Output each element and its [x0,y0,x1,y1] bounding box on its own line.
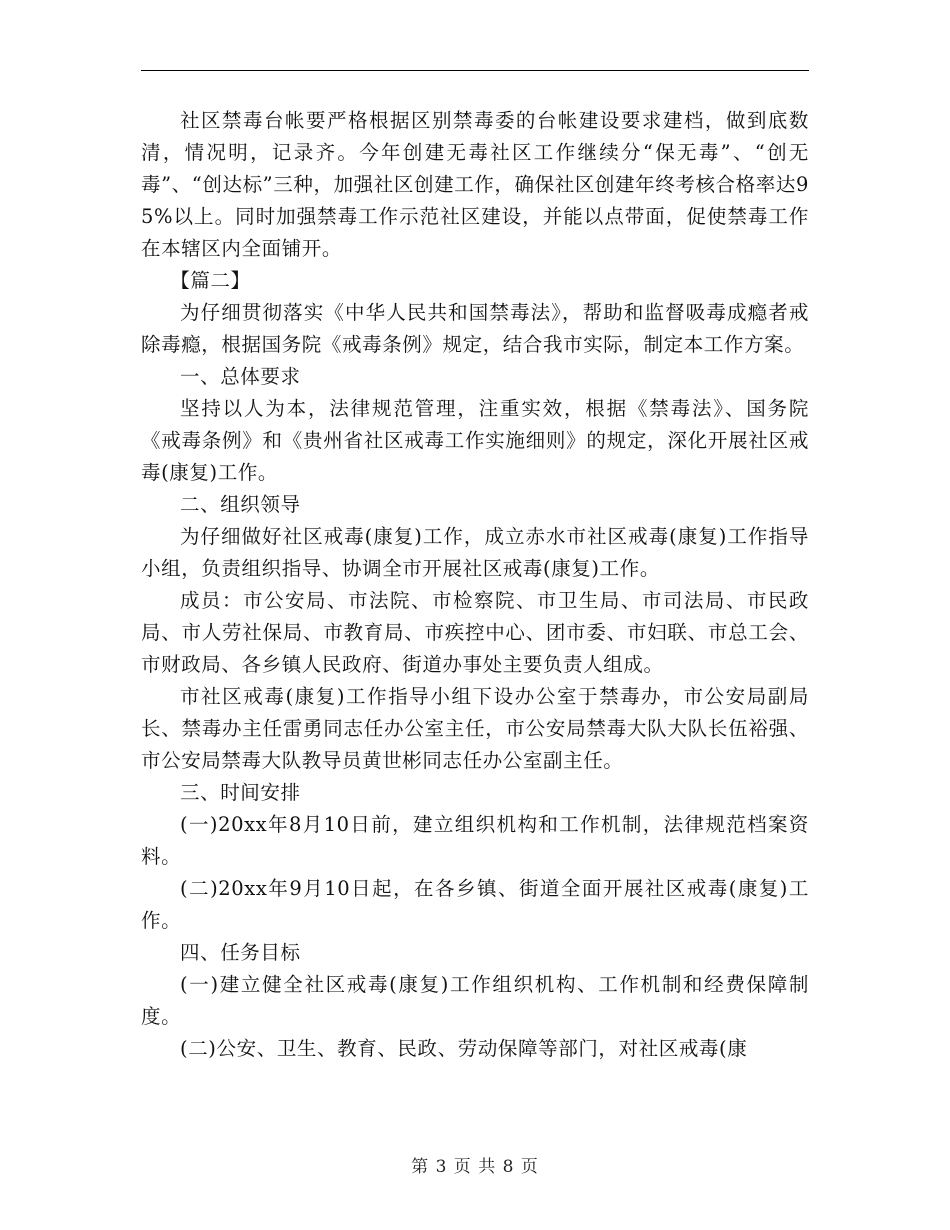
paragraph-overall-requirements: 坚持以人为本，法律规范管理，注重实效，根据《禁毒法》、国务院《戒毒条例》和《贵州省社区戒毒工作实施细则》的规定，深化开展社区戒毒(康复)工作。 [141,397,809,484]
section-heading-schedule: 三、时间安排 [180,781,301,804]
paragraph-ledger: 社区禁毒台帐要严格根据区别禁毒委的台帐建设要求建档，做到底数清，情况明，记录齐。今年创建无毒社区工作继续分“保无毒”、“创无毒”、“创达标”三种，加强社区创建工作，确保社区创建年终考核合格率达95%以上。同时加强禁毒工作示范社区建设，并能以点带面，促使禁毒工作在本辖区内全面铺开。 [141,109,809,260]
paragraph-members: 成员：市公安局、市法院、市检察院、市卫生局、市司法局、市民政局、市人劳社保局、市教育局、市疾控中心、团市委、市妇联、市总工会、市财政局、各乡镇人民政府、街道办事处主要负责人组成。 [141,589,809,676]
paragraph-schedule-two: (二)20xx年9月10日起，在各乡镇、街道全面开展社区戒毒(康复)工作。 [141,877,809,932]
section-heading-overall-requirements: 一、总体要求 [180,365,301,388]
section-heading-goals: 四、任务目标 [180,941,301,964]
paragraph-schedule-one: (一)20xx年8月10日前，建立组织机构和工作机制，法律规范档案资料。 [141,813,809,868]
page-number-footer: 第 3 页 共 8 页 [411,1157,539,1177]
section-heading-leadership: 二、组织领导 [180,493,301,516]
paragraph-office: 市社区戒毒(康复)工作指导小组下设办公室于禁毒办，市公安局副局长、禁毒办主任雷勇同志任办公室主任，市公安局禁毒大队大队长伍裕强、市公安局禁毒大队教导员黄世彬同志任办公室副主任。 [141,685,809,772]
paragraph-goal-two: (二)公安、卫生、教育、民政、劳动保障等部门，对社区戒毒(康 [180,1037,748,1060]
paragraph-leadership: 为仔细做好社区戒毒(康复)工作，成立赤水市社区戒毒(康复)工作指导小组，负责组织指导、协调全市开展社区戒毒(康复)工作。 [141,525,809,580]
paragraph-intro: 为仔细贯彻落实《中华人民共和国禁毒法》，帮助和监督吸毒成瘾者戒除毒瘾，根据国务院《戒毒条例》规定，结合我市实际，制定本工作方案。 [141,301,809,356]
paragraph-goal-one: (一)建立健全社区戒毒(康复)工作组织机构、工作机制和经费保障制度。 [141,973,809,1028]
header-rule [141,70,809,71]
document-body [141,105,809,1065]
part-two-heading: 【篇二】 [170,269,251,292]
